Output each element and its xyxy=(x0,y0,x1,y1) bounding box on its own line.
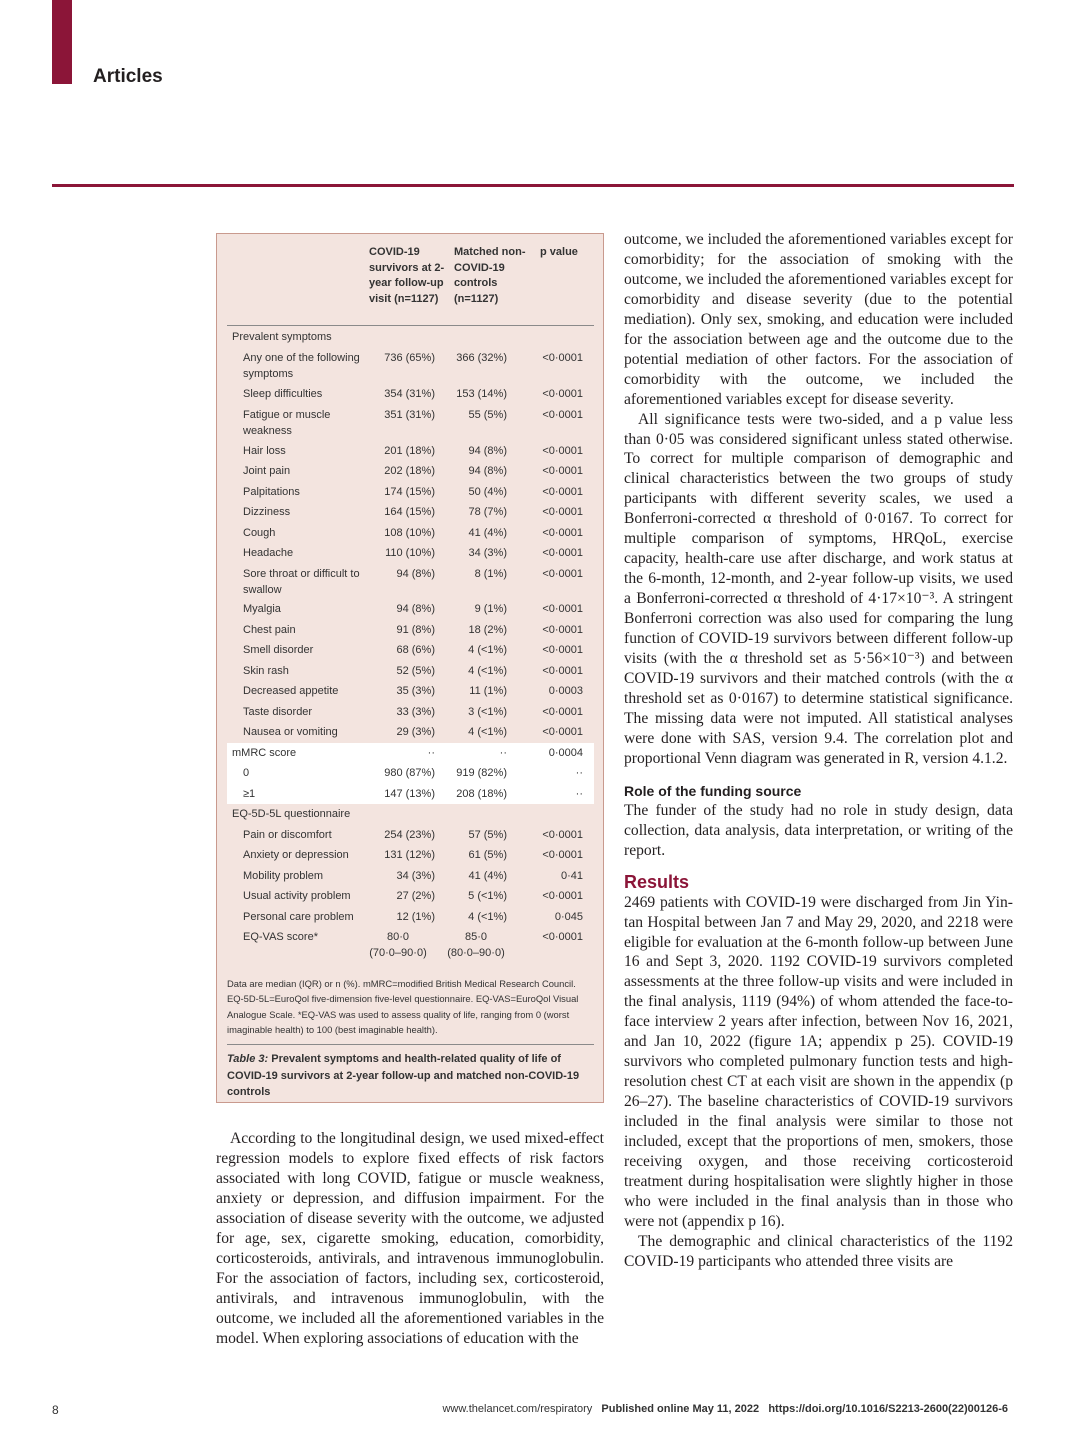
p-value: <0·0001 xyxy=(542,409,583,421)
survivors-value: 351 (31%) xyxy=(384,409,435,421)
p-value: <0·0001 xyxy=(542,644,583,656)
statistics-paragraph: All significance tests were two-sided, and a p value less than 0·05 was considered significant unless stated otherwise. To correct for multiple comparison of demographic and clinical characteristics between the two groups of study participants with different severity scales, we used a Bonferroni-corrected α threshold of 0·0167. To correct for multiple comparison of symptoms, HRQoL, exercise capacity, health-care use after discharge, and work status at the 6-month, 12-month, and 2-year follow-up visits, we used a Bonferroni-corrected α threshold of 4·17×10⁻³. A stringent Bonferroni correction was also used for comparing the lung function of COVID-19 survivors between different follow-up visits (with the α threshold set as 5·56×10⁻³) and between COVID-19 survivors and their matched controls (with the α threshold set as 0·0167) to determine statistical significance. The missing data were not imputed. All statistical analyses were done with SAS, version 9.4. The correlation plot and proportional Venn diagram was generated in R, version 4.1.2. xyxy=(624,410,1013,767)
table-head-rule xyxy=(227,325,594,326)
survivors-value: 254 (23%) xyxy=(384,829,435,841)
p-value: <0·0001 xyxy=(542,527,583,539)
table-caption xyxy=(227,1051,595,1101)
footer-published: Published online May 11, 2022 xyxy=(601,1403,760,1415)
row-label: Anxiety or depression xyxy=(243,849,349,861)
survivors-value: 12 (1%) xyxy=(396,911,435,923)
column-header-controls: Matched non-COVID-19 controls (n=1127) xyxy=(454,246,526,305)
survivors-value: 110 (10%) xyxy=(385,547,435,559)
row-label: Dizziness xyxy=(243,506,291,518)
p-value: <0·0001 xyxy=(542,706,583,718)
controls-value: 11 (1%) xyxy=(469,685,507,697)
controls-value: 18 (2%) xyxy=(468,624,507,636)
row-label: Any one of the following symptoms xyxy=(243,352,360,380)
row-label: Sore throat or difficult to swallow xyxy=(243,568,360,596)
p-value: <0·0001 xyxy=(542,624,583,636)
row-label: Palpitations xyxy=(243,486,300,498)
row-label: Pain or discomfort xyxy=(243,829,332,841)
page-footer xyxy=(442,1403,1008,1415)
row-label: Decreased appetite xyxy=(243,685,339,697)
p-value: ·· xyxy=(575,767,583,779)
survivors-value: 201 (18%) xyxy=(384,445,435,457)
survivors-value: 202 (18%) xyxy=(384,465,435,477)
row-label: Usual activity problem xyxy=(243,890,351,902)
controls-value: 41 (4%) xyxy=(468,527,507,539)
controls-value: 78 (7%) xyxy=(468,506,507,518)
controls-value: 4 (<1%) xyxy=(468,665,507,677)
p-value: <0·0001 xyxy=(542,726,583,738)
p-value: <0·0001 xyxy=(542,445,583,457)
p-value: <0·0001 xyxy=(542,931,583,943)
survivors-value: 52 (5%) xyxy=(396,665,435,677)
controls-value: 34 (3%) xyxy=(468,547,507,559)
row-label: Joint pain xyxy=(243,465,291,477)
controls-value: 50 (4%) xyxy=(468,486,507,498)
controls-value: 61 (5%) xyxy=(468,849,507,861)
results-paragraph: 2469 patients with COVID-19 were discharged from Jin Yin-tan Hospital between Jan 7 and May 29, 2020, and 2218 were eligible for evaluation at the 6-month follow-up between June 16 and Sept 3, 2020. 1192 COVID-19 survivors completed assessments at the three follow-up visits and were included in the final analysis, 1119 (94%) of whom attended the face-to-face interview 2 years after infection, between Nov 16, 2021, and Jan 10, 2022 (figure 1A; appendix p 25). COVID-19 survivors who completed pulmonary function tests and high-resolution chest CT at each visit are shown in the appendix (p 26–27). The baseline characteristics of COVID-19 survivors included in the final analysis were similar to those not included, except that the proportions of men, smokers, those receiving oxygen, and those receiving corticosteroid treatment during hospitalisation were slightly higher in those who were included in the final analysis than in those who were not (appendix p 16). xyxy=(624,893,1013,1230)
row-label: EQ-5D-5L questionnaire xyxy=(232,808,351,820)
controls-value: 55 (5%) xyxy=(468,409,507,421)
p-value: <0·0001 xyxy=(542,829,583,841)
controls-value: 4 (<1%) xyxy=(468,911,507,923)
p-value: <0·0001 xyxy=(542,568,583,580)
row-label: Taste disorder xyxy=(243,706,313,718)
survivors-value: 35 (3%) xyxy=(396,685,435,697)
p-value: <0·0001 xyxy=(542,849,583,861)
p-value: <0·0001 xyxy=(542,890,583,902)
p-value: 0·045 xyxy=(554,911,583,923)
page-number: 8 xyxy=(52,1403,59,1417)
p-value: 0·0004 xyxy=(548,747,583,759)
row-label: Prevalent symptoms xyxy=(232,331,332,343)
row-label: Myalgia xyxy=(243,603,281,615)
controls-value: 4 (<1%) xyxy=(468,644,507,656)
left-column-text xyxy=(216,1129,604,1348)
caption-label: Table 3: xyxy=(227,1053,269,1065)
row-label: mMRC score xyxy=(232,747,297,759)
controls-value: 57 (5%) xyxy=(468,829,507,841)
table-3 xyxy=(216,233,604,1103)
row-label: Cough xyxy=(243,527,276,539)
caption-text: Prevalent symptoms and health-related quality of life of COVID-19 survivors at 2-year follow-up and matched non-COVID-19 controls xyxy=(227,1053,580,1098)
row-label: Fatigue or muscle weakness xyxy=(243,409,331,437)
p-value: <0·0001 xyxy=(542,388,583,400)
p-value: ·· xyxy=(575,788,583,800)
p-value: <0·0001 xyxy=(542,547,583,559)
survivors-value: 27 (2%) xyxy=(396,890,435,902)
survivors-iqr: (70·0–90·0) xyxy=(369,946,427,959)
table-foot-rule xyxy=(227,1044,594,1045)
survivors-value: 108 (10%) xyxy=(384,527,435,539)
row-label: Headache xyxy=(243,547,294,559)
accent-bar xyxy=(52,0,72,84)
survivors-value: 68 (6%) xyxy=(396,644,435,656)
p-value: <0·0001 xyxy=(542,603,583,615)
controls-value: 3 (<1%) xyxy=(468,706,507,718)
funding-paragraph: The funder of the study had no role in study design, data collection, data analysis, data interpretation, or writing of the report. xyxy=(624,801,1013,859)
survivors-value: 33 (3%) xyxy=(396,706,435,718)
row-label: Sleep difficulties xyxy=(243,388,323,400)
survivors-value: 174 (15%) xyxy=(384,486,435,498)
survivors-value: 980 (87%) xyxy=(384,767,435,779)
controls-value: 9 (1%) xyxy=(474,603,507,615)
survivors-value: 147 (13%) xyxy=(384,788,435,800)
table-footnote: Data are median (IQR) or n (%). mMRC=modified British Medical Research Council. EQ-5D-5L=EuroQol five-dimension five-level questionnaire. EQ-VAS=EuroQol Visual Analogue Scale. *EQ-VAS was used to assess quality of life, ranging from 0 (worst imaginable health) to 100 (best imaginable health). xyxy=(227,978,579,1036)
row-label: ≥1 xyxy=(243,788,256,800)
survivors-value: 354 (31%) xyxy=(384,388,435,400)
row-label: 0 xyxy=(243,767,250,779)
controls-value: 153 (14%) xyxy=(456,388,507,400)
controls-value: 94 (8%) xyxy=(468,465,507,477)
p-value: <0·0001 xyxy=(542,465,583,477)
survivors-value: 131 (12%) xyxy=(384,849,435,861)
row-label: Hair loss xyxy=(243,445,286,457)
controls-value: 366 (32%) xyxy=(456,352,507,364)
controls-value: 8 (1%) xyxy=(474,568,507,580)
column-header-survivors: COVID-19 survivors at 2-year follow-up visit (n=1127) xyxy=(369,246,445,305)
survivors-value: ·· xyxy=(427,747,435,759)
survivors-value: 29 (3%) xyxy=(396,726,435,738)
row-label: Nausea or vomiting xyxy=(243,726,338,738)
row-label: Personal care problem xyxy=(243,911,354,923)
right-column-text xyxy=(624,230,1013,1272)
controls-value: 4 (<1%) xyxy=(468,726,507,738)
p-value: <0·0001 xyxy=(542,506,583,518)
results-heading: Results xyxy=(624,871,690,892)
controls-value: 94 (8%) xyxy=(468,445,507,457)
p-value: 0·0003 xyxy=(548,685,583,697)
p-value: <0·0001 xyxy=(542,352,583,364)
survivors-value: 94 (8%) xyxy=(396,568,435,580)
section-label: Articles xyxy=(93,66,163,87)
controls-value: 41 (4%) xyxy=(468,870,507,882)
column-header-p-value: p value xyxy=(540,246,578,258)
footer-site: www.thelancet.com/respiratory xyxy=(442,1403,593,1415)
table-header xyxy=(217,234,603,326)
header-rule xyxy=(52,184,1014,187)
controls-value: 208 (18%) xyxy=(456,788,507,800)
results-paragraph-2: The demographic and clinical characteristics of the 1192 COVID-19 participants who attended three visits are xyxy=(624,1232,1013,1270)
controls-value: 919 (82%) xyxy=(456,767,507,779)
controls-value: 85·0 xyxy=(464,931,488,943)
controls-iqr: (80·0–90·0) xyxy=(447,946,505,959)
p-value: <0·0001 xyxy=(542,665,583,677)
methods-paragraph-cont: outcome, we included the aforementioned variables except for comorbidity; for the association of smoking with the outcome, we included the aforementioned variables except for comorbidity and disease severity (due to the potential mediation). Only sex, smoking, and education were included for the association between age and the outcome due to the potential mediation of other factors. For the association of comorbidity with the outcome, we included the aforementioned variables except for disease severity. xyxy=(624,231,1013,408)
row-label: Smell disorder xyxy=(243,644,314,656)
footer-doi: https://doi.org/10.1016/S2213-2600(22)00126-6 xyxy=(768,1403,1008,1415)
row-label: Skin rash xyxy=(243,665,289,677)
row-label: Chest pain xyxy=(243,624,296,636)
p-value: 0·41 xyxy=(560,870,583,882)
survivors-value: 91 (8%) xyxy=(396,624,435,636)
methods-paragraph: According to the longitudinal design, we used mixed-effect regression models to explore fixed effects of risk factors associated with long COVID, fatigue or muscle weakness, anxiety or depression, and diffusion impairment. For the association of disease severity with the outcome, we adjusted for age, sex, cigarette smoking, education, comorbidity, corticosteroids, antivirals, and intravenous immunoglobulin. For the association of factors, including sex, corticosteroid, antivirals, and intravenous immunoglobulin, with the outcome, we included all the aforementioned variables in the model. When exploring associations of education with the xyxy=(216,1130,604,1347)
survivors-value: 164 (15%) xyxy=(384,506,435,518)
funding-heading: Role of the funding source xyxy=(624,782,802,799)
p-value: <0·0001 xyxy=(542,486,583,498)
row-label: Mobility problem xyxy=(243,870,324,882)
controls-value: 5 (<1%) xyxy=(468,890,507,902)
survivors-value: 34 (3%) xyxy=(396,870,435,882)
survivors-value: 80·0 xyxy=(386,931,410,943)
survivors-value: 736 (65%) xyxy=(384,352,435,364)
row-label: EQ-VAS score* xyxy=(243,931,318,943)
survivors-value: 94 (8%) xyxy=(396,603,435,615)
controls-value: ·· xyxy=(499,747,507,759)
